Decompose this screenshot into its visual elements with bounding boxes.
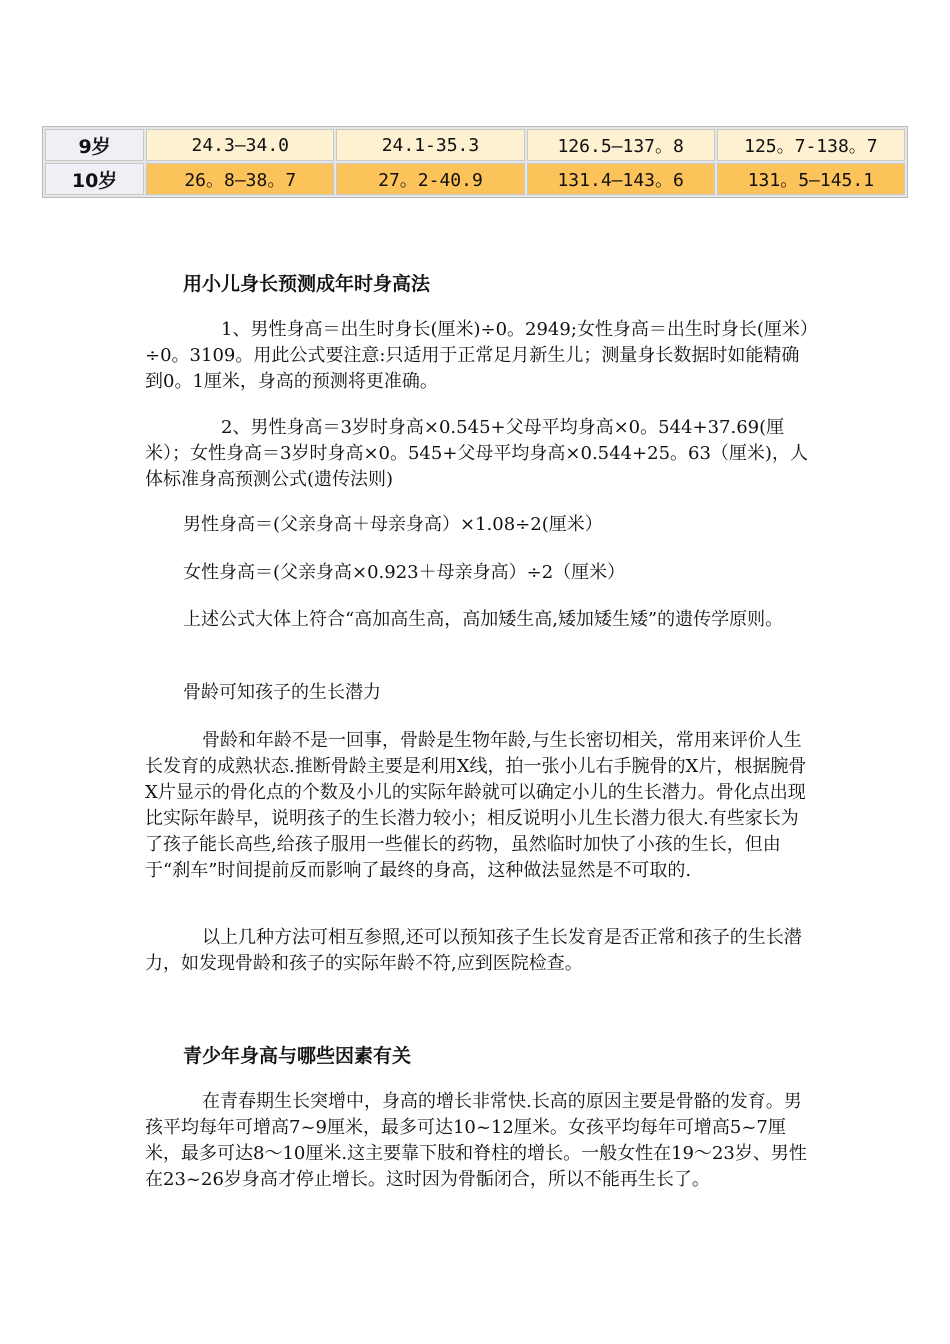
table-cell: 24.3—34.0: [146, 129, 334, 161]
table-row: [45, 129, 905, 161]
table-cell: 24.1-35.3: [336, 129, 524, 161]
table-cell: 125。7-138。7: [717, 129, 905, 161]
age-cell: 10岁: [45, 163, 144, 195]
table-row: [45, 163, 905, 195]
paragraph: 在青春期生长突增中，身高的增长非常快.长高的原因主要是骨骼的发育。男孩平均每年可增高7~9厘米，最多可达10~12厘米。女孩平均每年可增高5~7厘米，最多可达8～10厘米.这主要靠下肢和脊柱的增长。一般女性在19～23岁、男性在23~26岁身高才停止增长。这时因为骨骺闭合，所以不能再生长了。: [145, 1091, 807, 1190]
section-heading: 青少年身高与哪些因素有关: [183, 1045, 412, 1067]
paragraph: 1、男性身高＝出生时身长(厘米)÷0。2949;女性身高＝出生时身长(厘米）÷0。3109。用此公式要注意:只适用于正常足月新生儿；测量身长数据时如能精确到0。1厘米，身高的预测将更准确。: [145, 319, 809, 392]
formula-male: 男性身高＝(父亲身高＋母亲身高）×1.08÷2(厘米）: [183, 514, 603, 535]
table-cell: 131。5—145.1: [717, 163, 905, 195]
paragraph: 上述公式大体上符合“高加高生高，高加矮生高,矮加矮生矮”的遗传学原则。: [183, 609, 784, 630]
height-weight-table: [42, 126, 908, 198]
paragraph: 骨龄和年龄不是一回事，骨龄是生物年龄,与生长密切相关，常用来评价人生长发育的成熟状态.推断骨龄主要是利用X线，拍一张小儿右手腕骨的X片，根据腕骨X片显示的骨化点的个数及小儿的实际年龄就可以确定小儿的生长潜力。骨化点出现比实际年龄早，说明孩子的生长潜力较小；相反说明小儿生长潜力很大.有些家长为了孩子能长高些,给孩子服用一些催长的药物，虽然临时加快了小孩的生长，但由于“刹车”时间提前反而影响了最终的身高，这种做法显然是不可取的.: [145, 730, 807, 881]
section-heading: 用小儿身长预测成年时身高法: [183, 273, 431, 295]
formula-female: 女性身高＝(父亲身高×0.923＋母亲身高）÷2（厘米）: [183, 562, 626, 583]
table-cell: 131.4—143。6: [527, 163, 715, 195]
table-cell: 27。2-40.9: [336, 163, 524, 195]
table-cell: 126.5—137。8: [527, 129, 715, 161]
paragraph: 2、男性身高＝3岁时身高×0.545+父母平均身高×0。544+37.69(厘米）；女性身高＝3岁时身高×0。545+父母平均身高×0.544+25。63（厘米)，人体标准身高预测公式(遗传法则): [145, 417, 808, 490]
subheading: 骨龄可知孩子的生长潜力: [183, 682, 381, 703]
age-cell: 9岁: [45, 129, 144, 161]
table-cell: 26。8—38。7: [146, 163, 334, 195]
paragraph: 以上几种方法可相互参照,还可以预知孩子生长发育是否正常和孩子的生长潜力，如发现骨龄和孩子的实际年龄不符,应到医院检查。: [145, 927, 802, 974]
